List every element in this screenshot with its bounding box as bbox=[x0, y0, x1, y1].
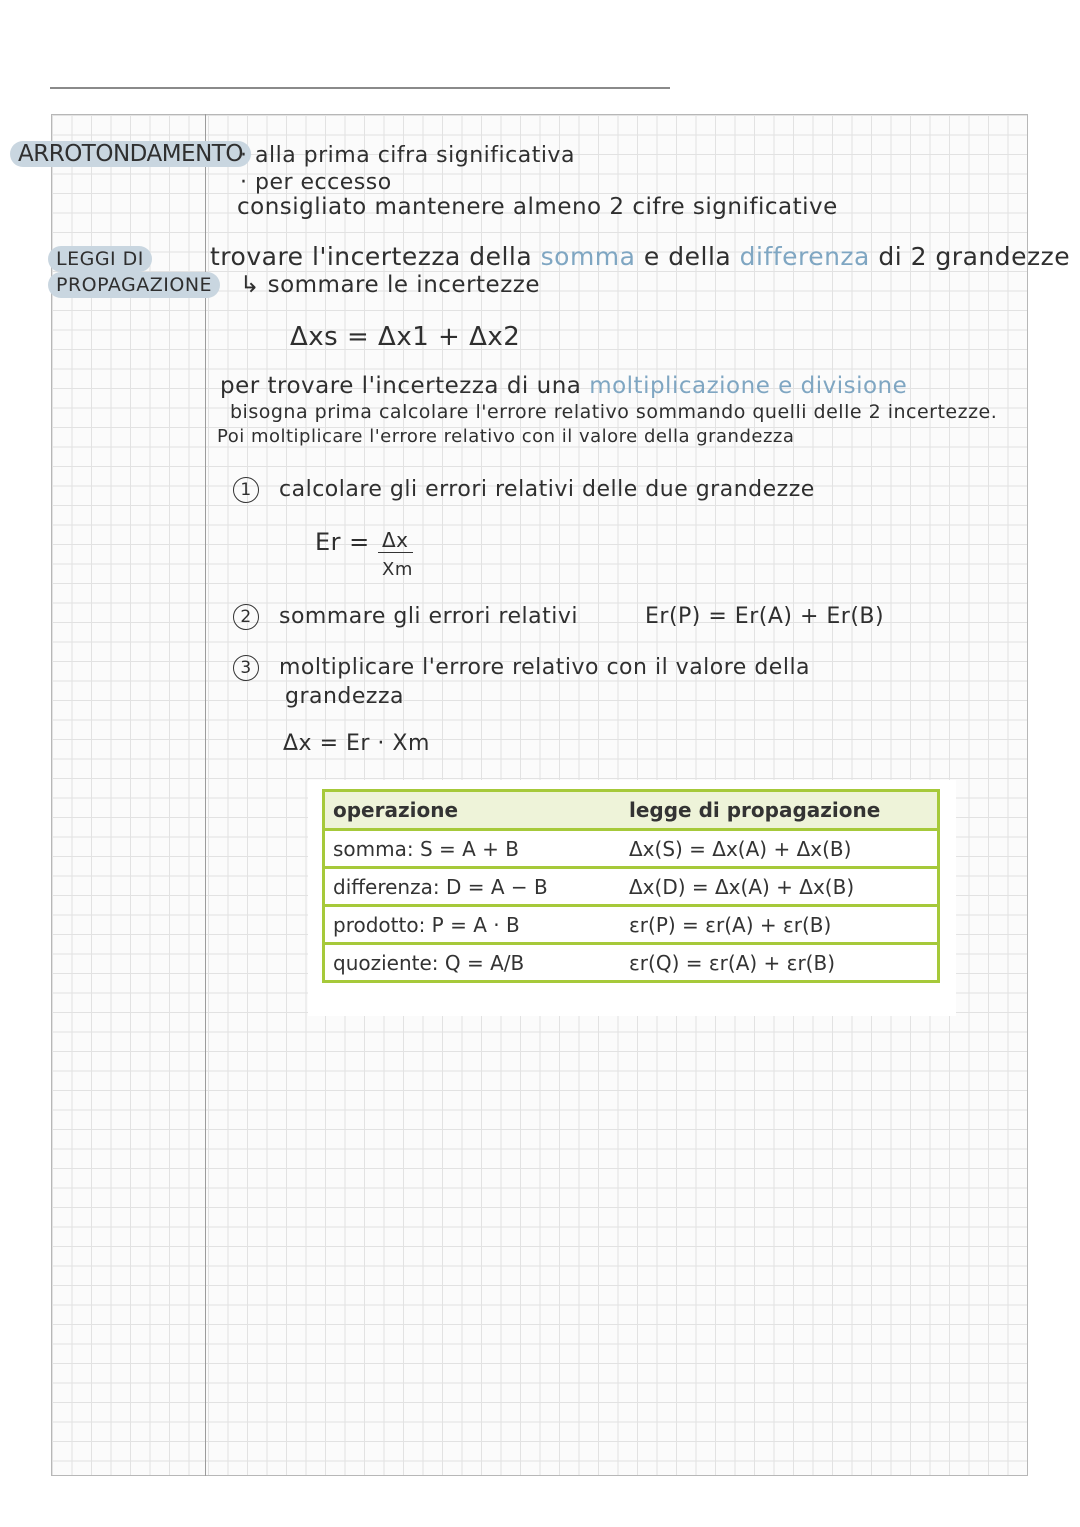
table-row bbox=[324, 868, 939, 906]
step-2-formula: Er(P) = Er(A) + Er(B) bbox=[645, 604, 885, 629]
sum-rule: ↳ sommare le incertezze bbox=[240, 272, 540, 298]
margin-line bbox=[205, 114, 206, 1476]
sum-intro: trovare l'incertezza della somma e della differenza di 2 grandezze bbox=[210, 242, 1071, 271]
table-header-row bbox=[324, 791, 939, 830]
cell-operation: somma: S = A + B bbox=[324, 830, 622, 868]
relative-error-formula: Er = Δx Xm bbox=[315, 528, 413, 580]
cell-operation: differenza: D = A − B bbox=[324, 868, 622, 906]
table-row bbox=[324, 906, 939, 944]
cell-law: εr(P) = εr(A) + εr(B) bbox=[621, 906, 939, 944]
step-number-3: 3 bbox=[233, 655, 259, 681]
step-number-1: 1 bbox=[233, 477, 259, 503]
cell-law: εr(Q) = εr(A) + εr(B) bbox=[621, 944, 939, 982]
fraction-numerator: Δx bbox=[378, 528, 413, 553]
step-3: 3 moltiplicare l'errore relativo con il valore della bbox=[233, 655, 810, 681]
step-2: 2 sommare gli errori relativi bbox=[233, 604, 578, 630]
word-somma: somma bbox=[540, 242, 636, 271]
rounding-line-2: · per eccesso bbox=[240, 170, 392, 195]
step-number-2: 2 bbox=[233, 604, 259, 630]
table-row bbox=[324, 830, 939, 868]
cell-operation: prodotto: P = A · B bbox=[324, 906, 622, 944]
step-1: 1 calcolare gli errori relativi delle due grandezze bbox=[233, 477, 815, 503]
header-legge: legge di propagazione bbox=[621, 791, 939, 830]
rounding-line-3: consigliato mantenere almeno 2 cifre significative bbox=[237, 194, 838, 220]
cell-operation: quoziente: Q = A/B bbox=[324, 944, 622, 982]
word-differenza: differenza bbox=[739, 242, 870, 271]
heading-arrotondamento: ARROTONDAMENTO bbox=[10, 141, 251, 167]
absolute-error-formula: Δx = Er · Xm bbox=[283, 731, 430, 756]
word-moltiplicazione: moltiplicazione e divisione bbox=[589, 373, 908, 399]
fraction-denominator: Xm bbox=[382, 559, 413, 580]
cell-law: Δx(S) = Δx(A) + Δx(B) bbox=[621, 830, 939, 868]
heading-leggi-propagazione: LEGGI DI PROPAGAZIONE bbox=[48, 246, 220, 298]
cell-law: Δx(D) = Δx(A) + Δx(B) bbox=[621, 868, 939, 906]
propagation-table bbox=[322, 789, 940, 983]
top-rule bbox=[50, 87, 670, 89]
table-row bbox=[324, 944, 939, 982]
sum-formula: Δxs = Δx1 + Δx2 bbox=[290, 322, 521, 352]
mult-line-3: Poi moltiplicare l'errore relativo con il valore della grandezza bbox=[217, 426, 795, 447]
rounding-line-1: · alla prima cifra significativa bbox=[240, 143, 575, 168]
step-3-continued: grandezza bbox=[285, 684, 405, 709]
mult-line-2: bisogna prima calcolare l'errore relativo sommando quelli delle 2 incertezze. bbox=[230, 401, 998, 423]
mult-intro: per trovare l'incertezza di una moltiplicazione e divisione bbox=[220, 373, 908, 399]
header-operazione: operazione bbox=[324, 791, 622, 830]
